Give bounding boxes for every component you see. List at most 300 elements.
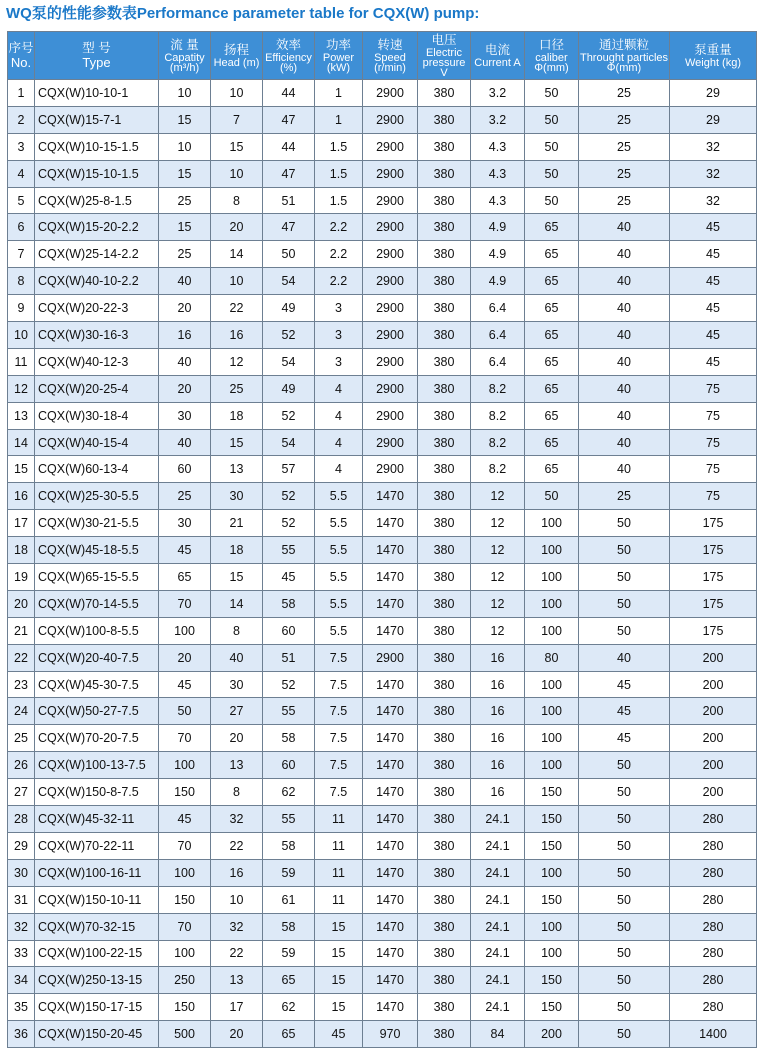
cell-efficiency: 60 bbox=[263, 617, 315, 644]
table-row bbox=[8, 644, 757, 671]
table-row bbox=[8, 268, 757, 295]
cell-weight: 280 bbox=[670, 832, 757, 859]
header-no-zh: 序号 bbox=[8, 41, 34, 55]
cell-voltage: 380 bbox=[418, 241, 471, 268]
cell-head: 22 bbox=[211, 832, 263, 859]
cell-voltage: 380 bbox=[418, 1021, 471, 1048]
table-row bbox=[8, 483, 757, 510]
cell-weight: 280 bbox=[670, 967, 757, 994]
cell-speed: 1470 bbox=[363, 940, 418, 967]
header-weight-zh: 泵重量 bbox=[694, 42, 732, 57]
cell-weight: 29 bbox=[670, 80, 757, 107]
cell-caliber: 65 bbox=[525, 295, 579, 322]
cell-capacity: 60 bbox=[159, 456, 211, 483]
cell-speed: 1470 bbox=[363, 537, 418, 564]
cell-type: CQX(W)40-12-3 bbox=[35, 348, 159, 375]
cell-speed: 2900 bbox=[363, 644, 418, 671]
cell-current: 12 bbox=[471, 617, 525, 644]
cell-capacity: 40 bbox=[159, 268, 211, 295]
cell-type: CQX(W)40-15-4 bbox=[35, 429, 159, 456]
cell-caliber: 150 bbox=[525, 779, 579, 806]
cell-speed: 2900 bbox=[363, 133, 418, 160]
header-capacity bbox=[159, 32, 211, 80]
cell-current: 3.2 bbox=[471, 80, 525, 107]
cell-capacity: 10 bbox=[159, 80, 211, 107]
cell-weight: 45 bbox=[670, 241, 757, 268]
cell-weight: 175 bbox=[670, 617, 757, 644]
table-row bbox=[8, 348, 757, 375]
cell-current: 4.3 bbox=[471, 160, 525, 187]
cell-particles: 50 bbox=[579, 994, 670, 1021]
cell-current: 4.9 bbox=[471, 214, 525, 241]
cell-efficiency: 61 bbox=[263, 886, 315, 913]
cell-efficiency: 47 bbox=[263, 106, 315, 133]
cell-caliber: 100 bbox=[525, 752, 579, 779]
cell-capacity: 70 bbox=[159, 725, 211, 752]
cell-particles: 50 bbox=[579, 779, 670, 806]
cell-efficiency: 55 bbox=[263, 806, 315, 833]
cell-capacity: 150 bbox=[159, 994, 211, 1021]
cell-particles: 40 bbox=[579, 429, 670, 456]
cell-no: 20 bbox=[8, 590, 35, 617]
cell-efficiency: 55 bbox=[263, 698, 315, 725]
cell-capacity: 150 bbox=[159, 886, 211, 913]
cell-voltage: 380 bbox=[418, 295, 471, 322]
cell-type: CQX(W)65-15-5.5 bbox=[35, 564, 159, 591]
cell-caliber: 65 bbox=[525, 375, 579, 402]
cell-power: 5.5 bbox=[315, 483, 363, 510]
cell-power: 4 bbox=[315, 429, 363, 456]
cell-caliber: 150 bbox=[525, 832, 579, 859]
cell-current: 24.1 bbox=[471, 806, 525, 833]
cell-type: CQX(W)150-8-7.5 bbox=[35, 779, 159, 806]
cell-speed: 1470 bbox=[363, 725, 418, 752]
cell-speed: 1470 bbox=[363, 779, 418, 806]
table-row bbox=[8, 402, 757, 429]
cell-efficiency: 45 bbox=[263, 564, 315, 591]
cell-speed: 2900 bbox=[363, 375, 418, 402]
cell-particles: 50 bbox=[579, 590, 670, 617]
cell-type: CQX(W)15-7-1 bbox=[35, 106, 159, 133]
cell-power: 7.5 bbox=[315, 725, 363, 752]
cell-current: 16 bbox=[471, 671, 525, 698]
cell-weight: 32 bbox=[670, 160, 757, 187]
cell-caliber: 65 bbox=[525, 322, 579, 349]
cell-efficiency: 44 bbox=[263, 133, 315, 160]
cell-caliber: 50 bbox=[525, 187, 579, 214]
table-row bbox=[8, 1021, 757, 1048]
cell-no: 11 bbox=[8, 348, 35, 375]
cell-voltage: 380 bbox=[418, 725, 471, 752]
cell-type: CQX(W)25-30-5.5 bbox=[35, 483, 159, 510]
cell-caliber: 100 bbox=[525, 510, 579, 537]
cell-speed: 1470 bbox=[363, 564, 418, 591]
cell-no: 8 bbox=[8, 268, 35, 295]
cell-type: CQX(W)100-13-7.5 bbox=[35, 752, 159, 779]
cell-capacity: 100 bbox=[159, 752, 211, 779]
cell-voltage: 380 bbox=[418, 994, 471, 1021]
cell-particles: 25 bbox=[579, 160, 670, 187]
header-current-en: Current A bbox=[474, 56, 521, 69]
cell-head: 32 bbox=[211, 913, 263, 940]
cell-weight: 280 bbox=[670, 859, 757, 886]
cell-voltage: 380 bbox=[418, 268, 471, 295]
cell-caliber: 65 bbox=[525, 429, 579, 456]
cell-current: 8.2 bbox=[471, 456, 525, 483]
header-caliber-zh: 口径 bbox=[538, 37, 564, 52]
header-power-en: Power (kW) bbox=[322, 51, 355, 74]
header-no bbox=[8, 32, 35, 80]
cell-type: CQX(W)15-20-2.2 bbox=[35, 214, 159, 241]
table-row bbox=[8, 375, 757, 402]
cell-caliber: 50 bbox=[525, 133, 579, 160]
cell-speed: 1470 bbox=[363, 590, 418, 617]
cell-caliber: 65 bbox=[525, 348, 579, 375]
cell-type: CQX(W)10-15-1.5 bbox=[35, 133, 159, 160]
cell-particles: 40 bbox=[579, 241, 670, 268]
cell-head: 22 bbox=[211, 295, 263, 322]
cell-no: 15 bbox=[8, 456, 35, 483]
cell-no: 2 bbox=[8, 106, 35, 133]
cell-current: 16 bbox=[471, 752, 525, 779]
table-row bbox=[8, 940, 757, 967]
cell-voltage: 380 bbox=[418, 214, 471, 241]
cell-particles: 50 bbox=[579, 806, 670, 833]
cell-head: 10 bbox=[211, 268, 263, 295]
cell-voltage: 380 bbox=[418, 375, 471, 402]
cell-speed: 1470 bbox=[363, 886, 418, 913]
cell-weight: 32 bbox=[670, 133, 757, 160]
cell-capacity: 70 bbox=[159, 832, 211, 859]
cell-no: 32 bbox=[8, 913, 35, 940]
cell-speed: 970 bbox=[363, 1021, 418, 1048]
cell-voltage: 380 bbox=[418, 456, 471, 483]
cell-efficiency: 52 bbox=[263, 671, 315, 698]
performance-table bbox=[7, 31, 757, 1048]
cell-type: CQX(W)150-20-45 bbox=[35, 1021, 159, 1048]
header-efficiency-zh: 效率 bbox=[275, 37, 301, 52]
cell-capacity: 100 bbox=[159, 859, 211, 886]
cell-head: 30 bbox=[211, 483, 263, 510]
cell-no: 13 bbox=[8, 402, 35, 429]
cell-caliber: 65 bbox=[525, 268, 579, 295]
table-row bbox=[8, 187, 757, 214]
cell-speed: 2900 bbox=[363, 187, 418, 214]
cell-current: 84 bbox=[471, 1021, 525, 1048]
cell-particles: 50 bbox=[579, 752, 670, 779]
cell-power: 3 bbox=[315, 348, 363, 375]
cell-type: CQX(W)150-17-15 bbox=[35, 994, 159, 1021]
cell-type: CQX(W)250-13-15 bbox=[35, 967, 159, 994]
cell-particles: 40 bbox=[579, 402, 670, 429]
table-row bbox=[8, 80, 757, 107]
cell-no: 24 bbox=[8, 698, 35, 725]
cell-particles: 50 bbox=[579, 940, 670, 967]
cell-head: 10 bbox=[211, 160, 263, 187]
cell-weight: 175 bbox=[670, 510, 757, 537]
cell-current: 16 bbox=[471, 644, 525, 671]
cell-voltage: 380 bbox=[418, 859, 471, 886]
cell-power: 1 bbox=[315, 106, 363, 133]
cell-capacity: 40 bbox=[159, 348, 211, 375]
table-body bbox=[8, 80, 757, 1048]
cell-head: 8 bbox=[211, 617, 263, 644]
header-caliber bbox=[525, 32, 579, 80]
cell-particles: 40 bbox=[579, 268, 670, 295]
cell-type: CQX(W)20-40-7.5 bbox=[35, 644, 159, 671]
cell-speed: 1470 bbox=[363, 994, 418, 1021]
cell-capacity: 50 bbox=[159, 698, 211, 725]
cell-caliber: 65 bbox=[525, 402, 579, 429]
cell-weight: 280 bbox=[670, 913, 757, 940]
cell-current: 12 bbox=[471, 483, 525, 510]
cell-voltage: 380 bbox=[418, 537, 471, 564]
cell-weight: 280 bbox=[670, 940, 757, 967]
cell-no: 29 bbox=[8, 832, 35, 859]
cell-voltage: 380 bbox=[418, 940, 471, 967]
header-head bbox=[211, 32, 263, 80]
cell-particles: 45 bbox=[579, 698, 670, 725]
cell-power: 11 bbox=[315, 806, 363, 833]
cell-particles: 25 bbox=[579, 133, 670, 160]
cell-power: 3 bbox=[315, 322, 363, 349]
cell-weight: 200 bbox=[670, 725, 757, 752]
cell-voltage: 380 bbox=[418, 160, 471, 187]
cell-power: 45 bbox=[315, 1021, 363, 1048]
cell-head: 14 bbox=[211, 241, 263, 268]
cell-type: CQX(W)20-22-3 bbox=[35, 295, 159, 322]
cell-speed: 2900 bbox=[363, 429, 418, 456]
cell-current: 6.4 bbox=[471, 322, 525, 349]
cell-capacity: 10 bbox=[159, 133, 211, 160]
cell-type: CQX(W)25-8-1.5 bbox=[35, 187, 159, 214]
cell-head: 15 bbox=[211, 564, 263, 591]
cell-voltage: 380 bbox=[418, 106, 471, 133]
cell-capacity: 70 bbox=[159, 590, 211, 617]
cell-capacity: 65 bbox=[159, 564, 211, 591]
cell-voltage: 380 bbox=[418, 590, 471, 617]
cell-current: 12 bbox=[471, 564, 525, 591]
cell-power: 5.5 bbox=[315, 590, 363, 617]
cell-caliber: 50 bbox=[525, 80, 579, 107]
cell-speed: 2900 bbox=[363, 456, 418, 483]
cell-particles: 25 bbox=[579, 483, 670, 510]
cell-no: 7 bbox=[8, 241, 35, 268]
cell-voltage: 380 bbox=[418, 886, 471, 913]
table-row bbox=[8, 537, 757, 564]
cell-head: 25 bbox=[211, 375, 263, 402]
cell-no: 6 bbox=[8, 214, 35, 241]
cell-efficiency: 47 bbox=[263, 160, 315, 187]
cell-capacity: 25 bbox=[159, 241, 211, 268]
cell-head: 7 bbox=[211, 106, 263, 133]
table-row bbox=[8, 967, 757, 994]
cell-current: 16 bbox=[471, 779, 525, 806]
cell-efficiency: 55 bbox=[263, 537, 315, 564]
cell-power: 7.5 bbox=[315, 644, 363, 671]
cell-capacity: 150 bbox=[159, 779, 211, 806]
header-particles-en: Throught particles Φ(mm) bbox=[579, 51, 669, 74]
cell-current: 6.4 bbox=[471, 348, 525, 375]
cell-speed: 2900 bbox=[363, 402, 418, 429]
cell-type: CQX(W)30-16-3 bbox=[35, 322, 159, 349]
table-row bbox=[8, 832, 757, 859]
cell-no: 21 bbox=[8, 617, 35, 644]
cell-efficiency: 58 bbox=[263, 590, 315, 617]
cell-no: 4 bbox=[8, 160, 35, 187]
cell-type: CQX(W)150-10-11 bbox=[35, 886, 159, 913]
cell-capacity: 40 bbox=[159, 429, 211, 456]
cell-speed: 1470 bbox=[363, 832, 418, 859]
cell-efficiency: 52 bbox=[263, 510, 315, 537]
table-row bbox=[8, 725, 757, 752]
cell-speed: 2900 bbox=[363, 160, 418, 187]
cell-capacity: 45 bbox=[159, 671, 211, 698]
cell-head: 17 bbox=[211, 994, 263, 1021]
cell-efficiency: 62 bbox=[263, 779, 315, 806]
cell-efficiency: 51 bbox=[263, 187, 315, 214]
cell-head: 30 bbox=[211, 671, 263, 698]
cell-head: 8 bbox=[211, 187, 263, 214]
cell-efficiency: 59 bbox=[263, 940, 315, 967]
cell-weight: 75 bbox=[670, 375, 757, 402]
cell-weight: 280 bbox=[670, 994, 757, 1021]
cell-current: 24.1 bbox=[471, 913, 525, 940]
table-row bbox=[8, 214, 757, 241]
cell-capacity: 20 bbox=[159, 644, 211, 671]
cell-caliber: 65 bbox=[525, 241, 579, 268]
cell-head: 8 bbox=[211, 779, 263, 806]
cell-capacity: 15 bbox=[159, 106, 211, 133]
cell-capacity: 100 bbox=[159, 617, 211, 644]
cell-weight: 29 bbox=[670, 106, 757, 133]
header-power-zh: 功率 bbox=[325, 37, 351, 52]
cell-power: 1 bbox=[315, 80, 363, 107]
cell-caliber: 150 bbox=[525, 806, 579, 833]
header-speed bbox=[363, 32, 418, 80]
cell-weight: 280 bbox=[670, 806, 757, 833]
cell-capacity: 500 bbox=[159, 1021, 211, 1048]
cell-type: CQX(W)40-10-2.2 bbox=[35, 268, 159, 295]
cell-efficiency: 65 bbox=[263, 1021, 315, 1048]
cell-caliber: 150 bbox=[525, 886, 579, 913]
cell-caliber: 100 bbox=[525, 564, 579, 591]
cell-voltage: 380 bbox=[418, 913, 471, 940]
cell-voltage: 380 bbox=[418, 483, 471, 510]
cell-weight: 75 bbox=[670, 402, 757, 429]
cell-no: 34 bbox=[8, 967, 35, 994]
table-row bbox=[8, 106, 757, 133]
cell-power: 5.5 bbox=[315, 617, 363, 644]
cell-no: 16 bbox=[8, 483, 35, 510]
cell-voltage: 380 bbox=[418, 832, 471, 859]
cell-power: 11 bbox=[315, 886, 363, 913]
header-no-en: No. bbox=[10, 55, 32, 70]
cell-power: 4 bbox=[315, 402, 363, 429]
cell-current: 6.4 bbox=[471, 295, 525, 322]
cell-voltage: 380 bbox=[418, 80, 471, 107]
cell-voltage: 380 bbox=[418, 187, 471, 214]
cell-speed: 2900 bbox=[363, 322, 418, 349]
cell-caliber: 200 bbox=[525, 1021, 579, 1048]
cell-speed: 1470 bbox=[363, 671, 418, 698]
cell-caliber: 100 bbox=[525, 617, 579, 644]
cell-current: 8.2 bbox=[471, 402, 525, 429]
cell-power: 15 bbox=[315, 994, 363, 1021]
cell-voltage: 380 bbox=[418, 348, 471, 375]
cell-power: 7.5 bbox=[315, 698, 363, 725]
cell-particles: 50 bbox=[579, 617, 670, 644]
cell-speed: 1470 bbox=[363, 967, 418, 994]
cell-efficiency: 57 bbox=[263, 456, 315, 483]
cell-no: 23 bbox=[8, 671, 35, 698]
cell-particles: 40 bbox=[579, 295, 670, 322]
cell-capacity: 45 bbox=[159, 806, 211, 833]
cell-head: 14 bbox=[211, 590, 263, 617]
cell-no: 10 bbox=[8, 322, 35, 349]
cell-weight: 1400 bbox=[670, 1021, 757, 1048]
table-row bbox=[8, 698, 757, 725]
cell-power: 11 bbox=[315, 859, 363, 886]
cell-capacity: 20 bbox=[159, 375, 211, 402]
header-power bbox=[315, 32, 363, 80]
cell-head: 13 bbox=[211, 967, 263, 994]
cell-particles: 50 bbox=[579, 886, 670, 913]
cell-speed: 2900 bbox=[363, 348, 418, 375]
cell-particles: 50 bbox=[579, 564, 670, 591]
cell-no: 12 bbox=[8, 375, 35, 402]
cell-particles: 25 bbox=[579, 80, 670, 107]
cell-caliber: 150 bbox=[525, 967, 579, 994]
cell-head: 20 bbox=[211, 725, 263, 752]
cell-speed: 1470 bbox=[363, 483, 418, 510]
cell-efficiency: 51 bbox=[263, 644, 315, 671]
cell-particles: 25 bbox=[579, 187, 670, 214]
header-weight bbox=[670, 32, 757, 80]
cell-no: 25 bbox=[8, 725, 35, 752]
cell-voltage: 380 bbox=[418, 429, 471, 456]
cell-voltage: 380 bbox=[418, 671, 471, 698]
cell-head: 20 bbox=[211, 214, 263, 241]
table-row bbox=[8, 752, 757, 779]
header-capacity-zh: 流 量 bbox=[170, 37, 199, 52]
cell-speed: 1470 bbox=[363, 752, 418, 779]
cell-caliber: 100 bbox=[525, 859, 579, 886]
cell-power: 2.2 bbox=[315, 214, 363, 241]
cell-efficiency: 58 bbox=[263, 913, 315, 940]
cell-speed: 2900 bbox=[363, 106, 418, 133]
cell-particles: 50 bbox=[579, 1021, 670, 1048]
cell-head: 32 bbox=[211, 806, 263, 833]
cell-no: 33 bbox=[8, 940, 35, 967]
cell-type: CQX(W)100-8-5.5 bbox=[35, 617, 159, 644]
cell-current: 8.2 bbox=[471, 429, 525, 456]
cell-voltage: 380 bbox=[418, 617, 471, 644]
header-speed-zh: 转速 bbox=[377, 37, 403, 52]
table-row bbox=[8, 322, 757, 349]
cell-head: 10 bbox=[211, 80, 263, 107]
cell-type: CQX(W)25-14-2.2 bbox=[35, 241, 159, 268]
cell-no: 3 bbox=[8, 133, 35, 160]
table-row bbox=[8, 859, 757, 886]
cell-type: CQX(W)50-27-7.5 bbox=[35, 698, 159, 725]
cell-current: 12 bbox=[471, 537, 525, 564]
cell-power: 15 bbox=[315, 967, 363, 994]
cell-weight: 75 bbox=[670, 483, 757, 510]
cell-particles: 40 bbox=[579, 322, 670, 349]
cell-capacity: 20 bbox=[159, 295, 211, 322]
cell-power: 7.5 bbox=[315, 752, 363, 779]
